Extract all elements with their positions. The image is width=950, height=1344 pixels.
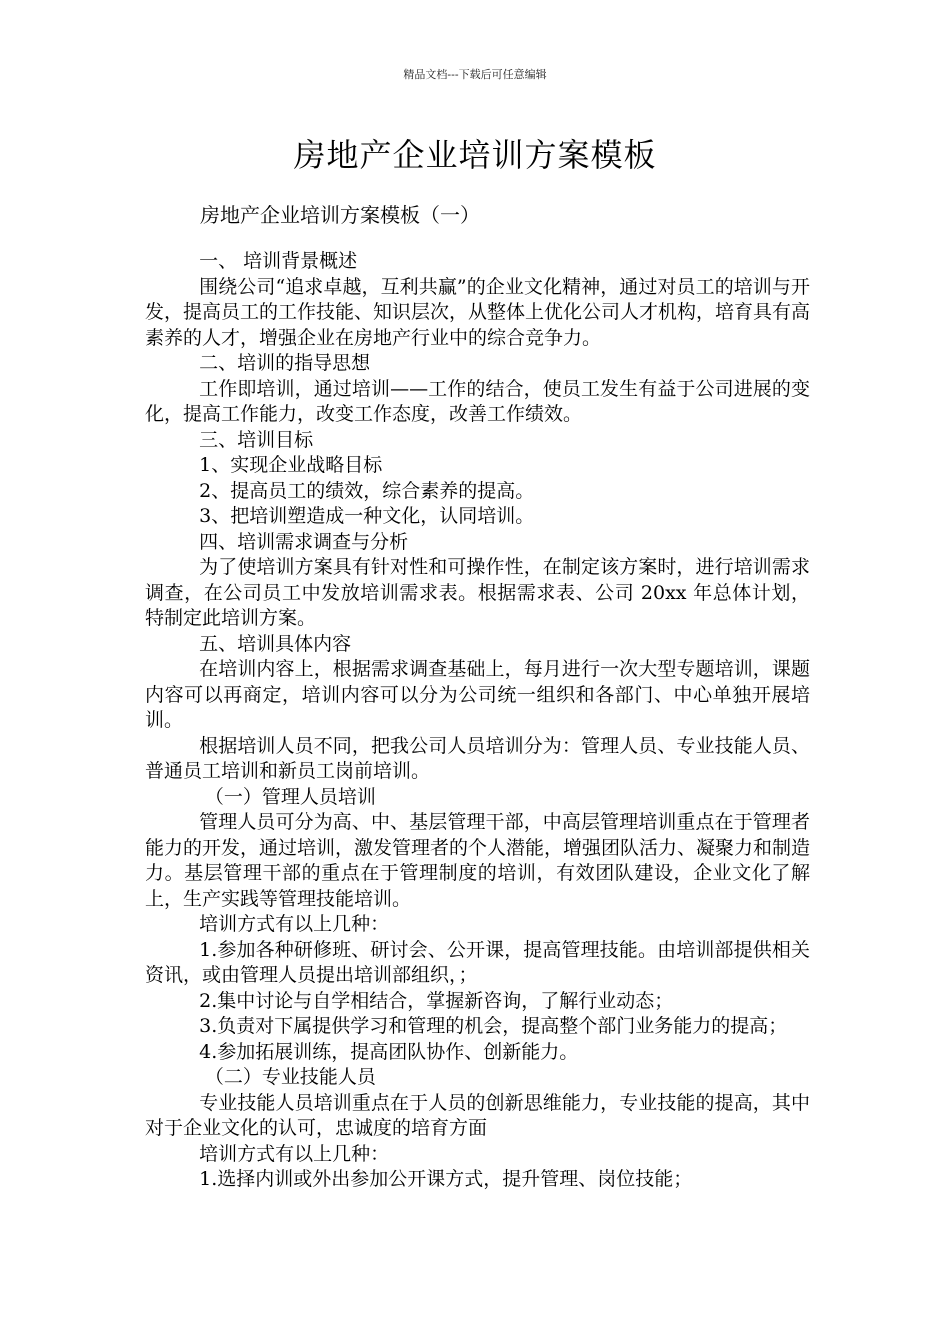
paragraph: 根据培训人员不同，把我公司人员培训分为：管理人员、专业技能人员、普通员工培训和新员工岗前培训。: [145, 734, 810, 782]
paragraph: 专业技能人员培训重点在于人员的创新思维能力，专业技能的提高，其中对于企业文化的认可，忠诚度的培育方面: [145, 1091, 810, 1139]
section-heading: 四、培训需求调查与分析: [199, 530, 409, 553]
paragraph: 1.选择内训或外出参加公开课方式，提升管理、岗位技能；: [199, 1168, 693, 1190]
section-heading: 三、培训目标: [199, 428, 314, 451]
document-title: 房地产企业培训方案模板: [293, 136, 657, 174]
paragraph: 管理人员可分为高、中、基层管理干部，中高层管理培训重点在于管理者能力的开发，通过培训，激发管理者的个人潜能，增强团队活力、凝聚力和制造力。基层管理干部的重点在于管理制度的培训，有效团队建设，企业文化了解上，生产实践等管理技能培训。: [145, 811, 811, 910]
section-heading: 培训方式有以上几种：: [199, 913, 390, 935]
section-heading: （二）专业技能人员: [204, 1066, 376, 1088]
section-heading: 1、实现企业战略目标: [199, 454, 383, 476]
paragraph: 3.负责对下属提供学习和管理的机会，提高整个部门业务能力的提高；: [199, 1015, 788, 1037]
paragraph: 4.参加拓展训练，提高团队协作、创新能力。: [199, 1040, 579, 1063]
section-heading: 二、培训的指导思想: [199, 352, 371, 374]
paragraph: 工作即培训，通过培训——工作的结合，使员工发生有益于公司进展的变化，提高工作能力，改变工作态度，改善工作绩效。: [145, 377, 810, 425]
paragraph: 在培训内容上，根据需求调查基础上，每月进行一次大型专题培训，课题内容可以再商定，培训内容可以分为公司统一组织和各部门、中心单独开展培训。: [145, 658, 810, 731]
header-note: 精品文档---下载后可任意编辑: [403, 68, 547, 81]
section-heading: 五、培训具体内容: [199, 632, 352, 655]
paragraph: 1.参加各种研修班、研讨会、公开课，提高管理技能。由培训部提供相关资讯，或由管理人员提出培训部组织，；: [145, 938, 810, 986]
section-heading: 一、 培训背景概述: [199, 250, 358, 272]
document-subtitle: 房地产企业培训方案模板（一）: [200, 203, 480, 227]
section-heading: 2、提高员工的绩效，综合素养的提高。: [199, 479, 535, 502]
section-heading: 培训方式有以上几种：: [199, 1142, 390, 1165]
paragraph: 为了使培训方案具有针对性和可操作性，在制定该方案时，进行培训需求调查，在公司员工中发放培训需求表。根据需求表、公司 20xx 年总体计划，特制定此培训方案。: [145, 556, 810, 629]
section-heading: 3、把培训塑造成一种文化，认同培训。: [199, 505, 535, 527]
paragraph: 2.集中讨论与自学相结合，掌握新咨询，了解行业动态；: [199, 989, 674, 1012]
document-body: [145, 249, 810, 1193]
section-heading: （一）管理人员培训: [204, 785, 376, 808]
paragraph: 围绕公司“追求卓越，互利共赢”的企业文化精神，通过对员工的培训与开发，提高员工的工作技能、知识层次，从整体上优化公司人才机构，培育具有高素养的人才，增强企业在房地产行业中的综合竞争力。: [145, 275, 811, 349]
